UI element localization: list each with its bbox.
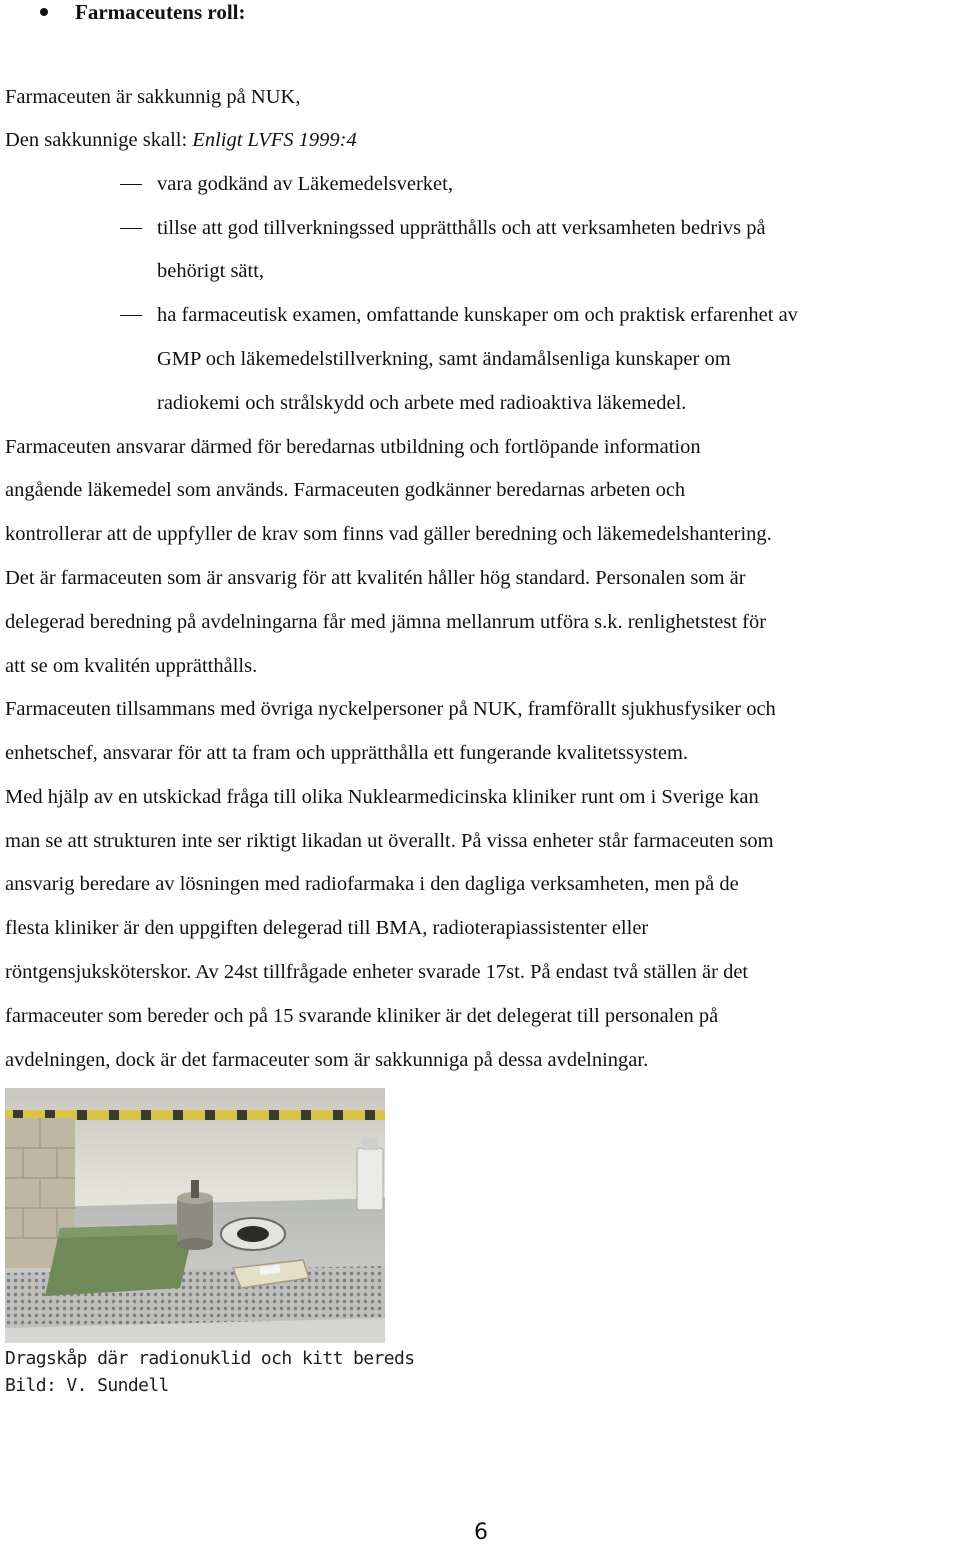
requirement-2-line-1: tillse att god tillverkningssed upprätthålls och att verksamheten bedrivs på [157,217,766,239]
paragraph-1-line-5: delegerad beredning på avdelningarna får med jämna mellanrum utföra s.k. renlighetstest för [5,611,767,633]
figure-caption: Dragskåp där radionuklid och kitt bereds [5,1348,415,1369]
page-number: 6 [474,1520,488,1545]
paragraph-3-line-6: farmaceuter som bereder och på 15 svarande kliniker är det delegerat till personalen på [5,1005,719,1027]
intro-line-2-prefix: Den sakkunnige skall: [5,129,193,151]
requirement-3-line-1: ha farmaceutisk examen, omfattande kunskaper om och praktisk erfarenhet av [157,304,798,326]
requirement-3-line-2: GMP och läkemedelstillverkning, samt ändamålsenliga kunskaper om [157,348,731,370]
bullet-icon [40,8,48,16]
fume-hood-photo [5,1088,385,1343]
dash-icon [120,184,142,185]
paragraph-3-line-2: man se att strukturen inte ser riktigt likadan ut överallt. På vissa enheter står farmaceuten som [5,830,774,852]
paragraph-3-line-4: flesta kliniker är den uppgiften delegerad till BMA, radioterapiassistenter eller [5,917,649,939]
intro-line-2 [5,125,357,155]
paragraph-3-line-5: röntgensjuksköterskor. Av 24st tillfrågade enheter svarade 17st. På endast två ställen är det [5,961,749,983]
requirement-3-line-3: radiokemi och strålskydd och arbete med radioaktiva läkemedel. [157,392,687,414]
paragraph-1-line-6: att se om kvalitén upprätthålls. [5,655,258,677]
paragraph-3-line-3: ansvarig beredare av lösningen med radiofarmaka i den dagliga verksamheten, men på de [5,873,739,895]
section-heading [40,0,245,24]
paragraph-3-line-1: Med hjälp av en utskickad fråga till olika Nuklearmedicinska kliniker runt om i Sverige kan [5,786,759,808]
paragraph-2-line-1: Farmaceuten tillsammans med övriga nyckelpersoner på NUK, framförallt sjukhusfysiker och [5,698,776,720]
paragraph-1-line-4: Det är farmaceuten som är ansvarig för att kvalitén håller hög standard. Personalen som är [5,567,746,589]
regulation-reference: Enligt LVFS 1999:4 [192,129,357,151]
dash-icon [120,315,142,316]
paragraph-1-line-2: angående läkemedel som används. Farmaceuten godkänner beredarnas arbeten och [5,479,686,501]
section-heading-text: Farmaceutens roll: [75,0,246,24]
figure-credit: Bild: V. Sundell [5,1375,169,1396]
paragraph-2-line-2: enhetschef, ansvarar för att ta fram och upprätthålla ett fungerande kvalitetssystem. [5,742,689,764]
requirement-1: vara godkänd av Läkemedelsverket, [157,173,453,195]
paragraph-1-line-1: Farmaceuten ansvarar därmed för beredarnas utbildning och fortlöpande information [5,436,701,458]
paragraph-3-line-7: avdelningen, dock är det farmaceuter som är sakkunniga på dessa avdelningar. [5,1049,649,1071]
requirement-2-line-2: behörigt sätt, [157,260,265,282]
intro-line-1: Farmaceuten är sakkunnig på NUK, [5,86,301,108]
paragraph-1-line-3: kontrollerar att de uppfyller de krav som finns vad gäller beredning och läkemedelshantering. [5,523,772,545]
dash-icon [120,228,142,229]
